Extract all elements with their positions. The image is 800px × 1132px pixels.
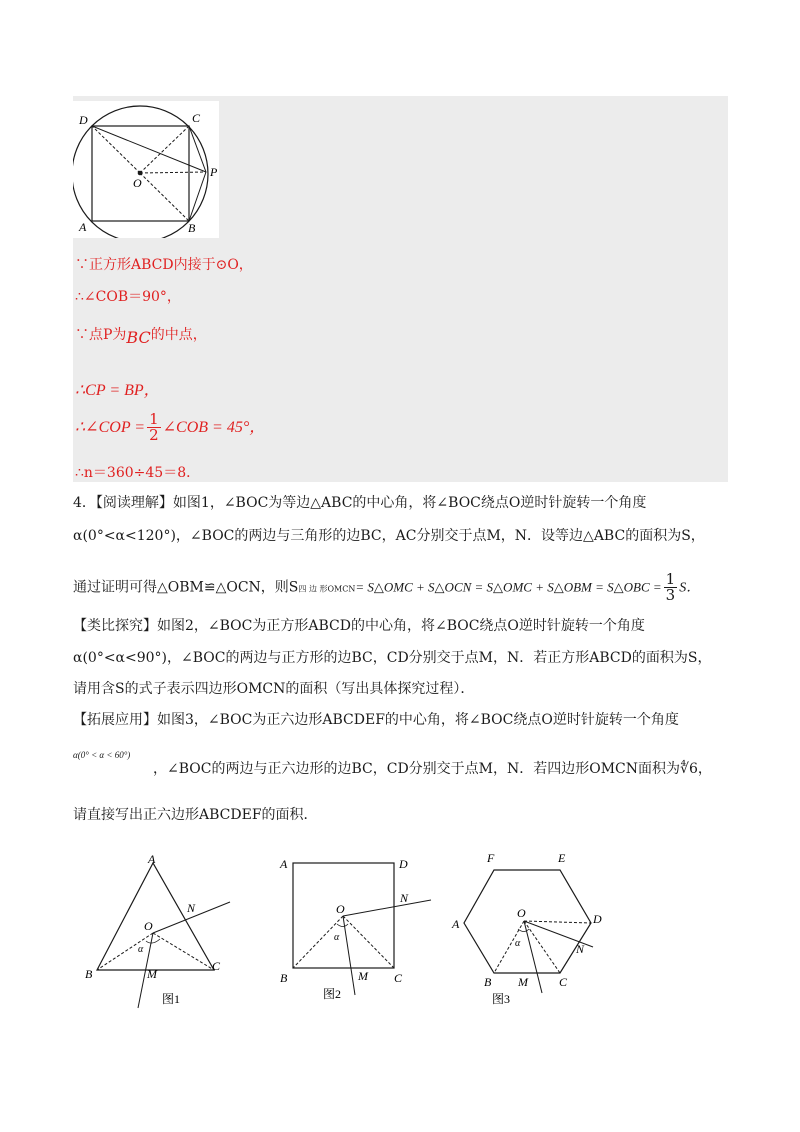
arc-bc: BC <box>126 328 151 347</box>
segment-op <box>140 172 206 173</box>
label-o: O <box>336 902 345 916</box>
solution-line-5 <box>75 412 265 443</box>
solution-line-5-post: ∠COB = 45°， <box>162 419 266 436</box>
segment-od <box>524 921 591 923</box>
hexagon-abcdef <box>464 870 591 973</box>
label-d: D <box>593 912 602 926</box>
label-d: D <box>79 113 88 127</box>
label-a: A <box>280 857 288 871</box>
problem-p1-line3 <box>73 572 700 603</box>
triangle-abc <box>97 863 214 970</box>
label-d: D <box>399 857 408 871</box>
label-n: N <box>576 942 585 956</box>
label-b: B <box>85 967 93 981</box>
problem-p1-line1: 4．【阅读理解】如图1，∠BOC为等边△ABC的中心角，将∠BOC绕点O逆时针旋转一个角度 <box>73 495 647 511</box>
point-o <box>138 171 143 176</box>
label-b: B <box>188 221 196 235</box>
label-e: E <box>558 851 566 865</box>
angle-arc <box>146 939 160 943</box>
label-a: A <box>452 917 460 931</box>
segment-oc <box>343 916 394 968</box>
segment-ob <box>140 173 189 221</box>
p1-line3-sub: 四 边 形OMCN <box>298 584 356 594</box>
ray-om <box>343 916 355 995</box>
problem-p2-line2: α(0°<α<90°)，∠BOC的两边与正方形的边BC，CD分别交于点M，N．若正方形ABCD的面积为S， <box>73 650 712 666</box>
label-n: N <box>400 891 409 905</box>
solution-line-4: ∴CP = BP， <box>75 382 160 399</box>
label-o: O <box>517 906 526 920</box>
angle-arc <box>518 929 529 932</box>
solution-line-2: ∴∠COB＝90°， <box>75 289 181 305</box>
p1-line3-mid: = S△OMC + S△OCN = S△OMC + S△OBM = S△OBC = <box>355 579 662 595</box>
solution-line-5-pre: ∴∠COP = <box>75 419 146 436</box>
problem-p3-line3: 请直接写出正六边形ABCDEF的面积． <box>73 807 318 823</box>
label-c: C <box>394 971 403 985</box>
solution-line-3-pre: ∵点P为 <box>75 327 127 343</box>
segment-od <box>92 126 140 173</box>
solution-line-3-post: 的中点， <box>150 327 207 343</box>
label-p: P <box>210 165 218 179</box>
label-alpha: α <box>138 944 144 955</box>
label-f: F <box>487 851 495 865</box>
third-den: 3 <box>665 586 676 604</box>
problem-p2-line3: 请用含S的式子表示四边形OMCN的面积（写出具体探究过程）． <box>73 681 475 697</box>
label-c: C <box>192 111 201 125</box>
caption-fig1: 图1 <box>162 992 181 1006</box>
segment-bp <box>189 172 206 221</box>
caption-fig3: 图3 <box>492 992 511 1006</box>
third-num: 1 <box>665 570 676 588</box>
problem-p3-line1: 【拓展应用】如图3，∠BOC为正六边形ABCDEF的中心角，将∠BOC绕点O逆时针旋转一个角度 <box>73 712 679 728</box>
figure-3-hexagon <box>448 845 613 1010</box>
label-alpha: α <box>334 932 340 943</box>
segment-oc <box>524 921 560 973</box>
label-alpha: α <box>515 938 521 949</box>
segment-oc <box>140 126 189 173</box>
problem-p3-line2: ，∠BOC的两边与正六边形的边BC，CD分别交于点M，N．若四边形OMCN面积为∜6， <box>153 761 712 777</box>
label-a: A <box>79 220 87 234</box>
fraction-den: 2 <box>149 426 159 444</box>
fraction-half <box>147 412 161 443</box>
problem-p1-line2: α(0°<α<120°)，∠BOC的两边与三角形的边BC，AC分别交于点M，N．设等边△ABC的面积为S， <box>73 528 705 544</box>
p1-line3-end: S． <box>679 580 701 596</box>
label-m: M <box>518 975 528 989</box>
label-a: A <box>148 852 156 866</box>
fraction-num: 1 <box>149 410 159 428</box>
p1-line3-pre: 通过证明可得△OBM≌△OCN，则S <box>73 579 299 596</box>
label-b: B <box>484 975 492 989</box>
label-c: C <box>559 975 568 989</box>
label-m: M <box>147 967 157 981</box>
label-m: M <box>358 969 368 983</box>
fraction-third <box>664 572 678 603</box>
caption-fig2: 图2 <box>323 987 342 1001</box>
figure-2-square <box>275 850 435 1010</box>
label-c: C <box>212 959 221 973</box>
problem-p3-alpha: α(0° < α < 60°) <box>73 750 131 760</box>
label-n: N <box>187 901 196 915</box>
segment-oc <box>153 933 214 970</box>
label-o: O <box>144 919 153 933</box>
figure-1-triangle <box>80 850 240 1015</box>
segment-ob <box>97 933 153 970</box>
solution-line-6: ∴n＝360÷45＝8． <box>75 465 201 481</box>
label-b: B <box>280 971 288 985</box>
solution-line-1: ∵正方形ABCD内接于⊙O， <box>75 257 253 273</box>
problem-p2-line1: 【类比探究】如图2，∠BOC为正方形ABCD的中心角，将∠BOC绕点O逆时针旋转一个角度 <box>73 618 645 634</box>
solution-line-3 <box>75 324 207 347</box>
angle-arc <box>337 924 348 927</box>
label-o: O <box>133 176 142 190</box>
ray-on <box>343 900 431 916</box>
inscribed-square-figure <box>73 101 223 238</box>
